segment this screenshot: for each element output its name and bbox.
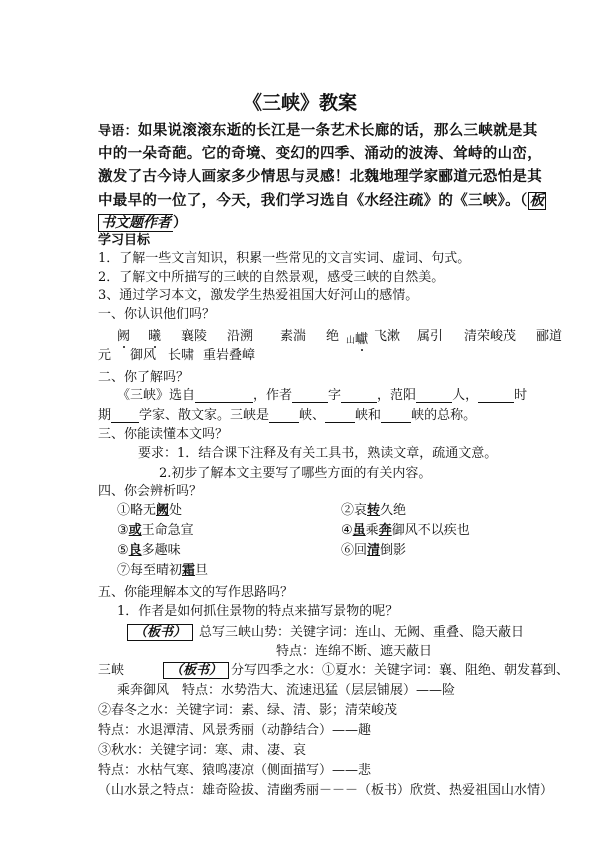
intro-line-2: 中的一朵奇葩。它的奇境、变幻的四季、涌动的波涛、耸峙的山峦， bbox=[98, 146, 542, 162]
word-11: 元 bbox=[98, 348, 112, 363]
blank[interactable] bbox=[416, 389, 452, 403]
objectives-heading: 学习目标 bbox=[98, 233, 151, 248]
section-3-heading: 三、你能读懂本文吗？ bbox=[98, 427, 229, 442]
distinguish-item-1: ①略无阙处 bbox=[117, 503, 183, 518]
blank[interactable] bbox=[341, 389, 377, 403]
word-5: 素湍 bbox=[280, 329, 307, 344]
water-line-1: （板书） 分写四季之水：①夏水：关键字词：襄、阻绝、朝发暮到、 bbox=[163, 664, 569, 677]
intro-line-4: 中最早的一位了，今天，我们学习选自《水经注疏》的《三峡》。（ 板 bbox=[98, 193, 545, 209]
blank[interactable] bbox=[111, 409, 139, 423]
question-1: 1．作者是如何抓住景物的特点来描写景物的呢？ bbox=[117, 604, 399, 619]
requirement-2: 2.初步了解本文主要写了哪些方面的有关内容。 bbox=[159, 466, 432, 481]
word-4: 沿溯 bbox=[227, 329, 254, 344]
water-line-2: ②春冬之水：关键字词：素、绿、清、影；清荣峻茂 bbox=[98, 703, 398, 718]
mountain-feature: 特点：连绵不断、遮天蔽日 bbox=[276, 644, 433, 659]
objective-1: 1．了解一些文言知识，积累一些常见的文言实词、虚词、句式。 bbox=[98, 251, 471, 266]
page-title: 《三峡》教案 bbox=[242, 92, 357, 114]
board-note-box: 板 bbox=[529, 193, 545, 209]
distinguish-item-4: ④虽乘奔御风不以疾也 bbox=[341, 523, 470, 538]
intro-line-1: 导语：如果说滚滚东逝的长江是一条艺术长廊的话，那么三峡就是其 bbox=[98, 123, 538, 139]
word-9: 清荣峻茂 bbox=[464, 329, 517, 344]
sanxia-label: 三峡 bbox=[98, 663, 125, 678]
blank[interactable] bbox=[195, 389, 253, 403]
board-label: （板书） bbox=[127, 624, 193, 641]
water-line-1b: 乘奔御风 特点：水势浩大、流速迅猛（层层铺展）——险 bbox=[117, 683, 456, 698]
word-10: 郦道 bbox=[536, 329, 563, 344]
word-2: 曦 bbox=[148, 329, 162, 344]
blank[interactable] bbox=[269, 409, 299, 423]
distinguish-item-3: ③或王命急宣 bbox=[117, 523, 194, 538]
word-3: 襄陵 bbox=[181, 329, 208, 344]
mountain-line: （板书） 总写三峡山势：关键字词：连山、无阙、重叠、隐天蔽日 bbox=[127, 626, 524, 639]
objective-3: 3、通过学习本文，激发学生热爱祖国大好河山的感情。 bbox=[98, 288, 419, 303]
section-1-heading: 一、你认识他们吗？ bbox=[98, 307, 216, 322]
water-line-3b: 特点：水枯气寒、猿鸣凄凉（侧面描写）——悲 bbox=[98, 763, 372, 778]
word-6: 绝 bbox=[326, 329, 340, 344]
distinguish-item-2: ②哀转久绝 bbox=[341, 503, 407, 518]
requirement-1: 要求：1．结合课下注释及有关工具书，熟读文章，疏通文意。 bbox=[138, 446, 498, 461]
board-label-2: （板书） bbox=[163, 662, 229, 679]
word-1: 阙 bbox=[117, 329, 131, 344]
distinguish-item-6: ⑥回清倒影 bbox=[341, 543, 407, 558]
water-line-2b: 特点：水退潭清、风景秀丽（动静结合）——趣 bbox=[98, 723, 372, 738]
word-13: 长啸 bbox=[168, 348, 195, 363]
intro-line-3: 激发了古今诗人画家多少情思与灵感！北魏地理学家郦道元恐怕是其 bbox=[98, 169, 542, 185]
summary-line: （山水景之特点：雄奇险拔、清幽秀丽－－－（板书）欣赏、热爱祖国山水情） bbox=[98, 783, 554, 798]
fill-line-2: 期 学家、散文家。三峡是 峡、 峡和 峡的总称。 bbox=[98, 408, 477, 423]
objective-2: 2．了解文中所描写的三峡的自然景观，感受三峡的自然美。 bbox=[98, 270, 445, 285]
blank[interactable] bbox=[292, 389, 328, 403]
section-5-heading: 五、你能理解本文的写作思路吗？ bbox=[98, 585, 294, 600]
intro-label: 导语： bbox=[98, 124, 138, 139]
word-7: 飞漱 bbox=[374, 329, 401, 344]
fill-line-1: 《三峡》选自 ，作者 字 ，范阳 人， 时 bbox=[117, 388, 528, 403]
section-2-heading: 二、你了解吗？ bbox=[98, 370, 190, 385]
word-12: 御风 bbox=[130, 348, 157, 363]
blank[interactable] bbox=[381, 409, 411, 423]
word-6b: 山巘 bbox=[346, 332, 369, 347]
blank[interactable] bbox=[325, 409, 355, 423]
intro-line-5: 书文题作者 ） bbox=[98, 216, 187, 230]
blank[interactable] bbox=[478, 389, 514, 403]
word-14: 重岩叠嶂 bbox=[203, 348, 256, 363]
water-line-3: ③秋水：关键字词：寒、肃、凄、哀 bbox=[98, 743, 307, 758]
distinguish-item-5: ⑤良多趣味 bbox=[117, 543, 181, 558]
section-4-heading: 四、你会辨析吗？ bbox=[98, 484, 203, 499]
word-8: 属引 bbox=[417, 329, 444, 344]
distinguish-item-7: ⑦每至晴初霜旦 bbox=[117, 563, 209, 578]
